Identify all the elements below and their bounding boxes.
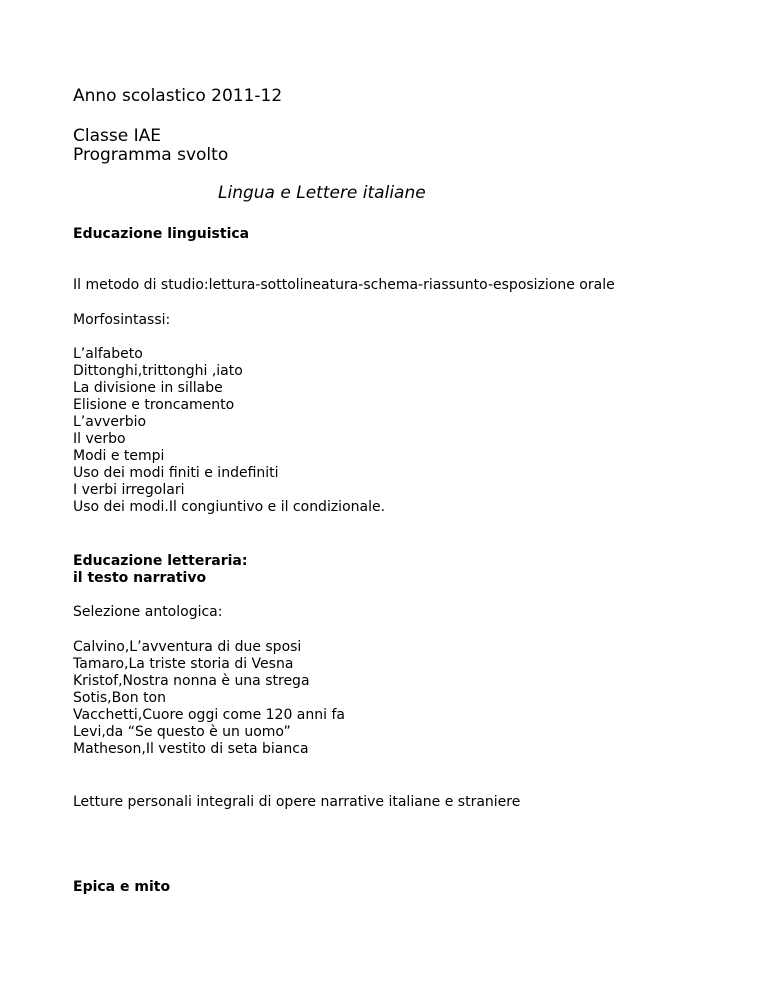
school-year: Anno scolastico 2011-12: [73, 86, 283, 106]
list-item: Uso dei modi finiti e indefiniti: [73, 465, 279, 481]
anthology-list: [73, 639, 345, 758]
subject-title: Lingua e Lettere italiane: [218, 183, 426, 203]
list-item: Elisione e troncamento: [73, 397, 235, 413]
list-item: Matheson,Il vestito di seta bianca: [73, 741, 309, 757]
class-name: Classe IAE: [73, 126, 161, 146]
personal-reading: Letture personali integrali di opere narrative italiane e straniere: [73, 794, 521, 810]
selection-label: Selezione antologica:: [73, 604, 223, 620]
morfosintassi-list: [73, 346, 385, 516]
list-item: L’alfabeto: [73, 346, 143, 362]
list-item: La divisione in sillabe: [73, 380, 223, 396]
morfosintassi-label: Morfosintassi:: [73, 312, 171, 328]
list-item: Uso dei modi.Il congiuntivo e il condizionale.: [73, 499, 386, 515]
study-method: Il metodo di studio:lettura-sottolineatura-schema-riassunto-esposizione orale: [73, 277, 615, 293]
list-item: I verbi irregolari: [73, 482, 185, 498]
list-item: Levi,da “Se questo è un uomo”: [73, 724, 291, 740]
section-heading-letteraria: Educazione letteraria:: [73, 553, 248, 569]
section-heading-epica: Epica e mito: [73, 879, 171, 895]
list-item: Modi e tempi: [73, 448, 165, 464]
section-heading-linguistica: Educazione linguistica: [73, 226, 250, 242]
list-item: Sotis,Bon ton: [73, 690, 166, 706]
list-item: Tamaro,La triste storia di Vesna: [73, 656, 294, 672]
list-item: Kristof,Nostra nonna è una strega: [73, 673, 310, 689]
list-item: L’avverbio: [73, 414, 147, 430]
list-item: Vacchetti,Cuore oggi come 120 anni fa: [73, 707, 345, 723]
program-title: Programma svolto: [73, 145, 229, 165]
list-item: Dittonghi,trittonghi ,iato: [73, 363, 243, 379]
section-subheading-narrativo: il testo narrativo: [73, 570, 207, 586]
list-item: Calvino,L’avventura di due sposi: [73, 639, 302, 655]
list-item: Il verbo: [73, 431, 126, 447]
